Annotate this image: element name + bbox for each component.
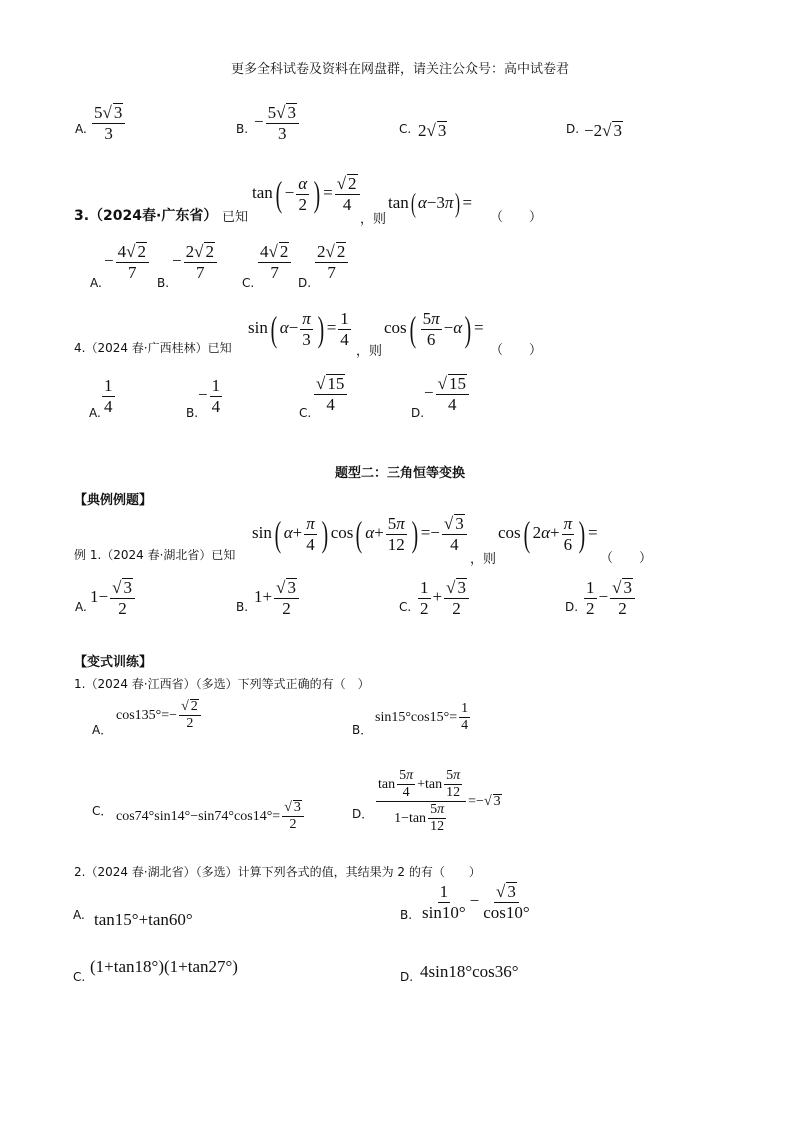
- section-title: 题型二：三角恒等变换: [334, 466, 465, 481]
- q4-option-label-b: B.: [186, 406, 199, 420]
- q3-option-label-d: D.: [298, 276, 312, 290]
- example-1-option-label-d: D.: [565, 600, 579, 614]
- example-heading: 【典例例题】: [74, 493, 153, 508]
- q4-target-expression: cos( $\frac{5\pi}{6}$ −α) =: [384, 308, 484, 349]
- option-label-d: D.: [566, 122, 580, 136]
- q3-option-label-a: A.: [90, 276, 102, 290]
- practice-2-option-label-c: C.: [73, 970, 86, 984]
- q4-answer-paren: （ ）: [490, 343, 543, 358]
- practice-1-option-label-b: B．: [352, 723, 373, 737]
- option-a-math: $\frac{5√ 3}{3}$: [90, 103, 127, 143]
- option-label-a: A.: [75, 122, 87, 136]
- page-header: 更多全科试卷及资料在网盘群，请关注公众号：高中试卷君: [230, 62, 569, 77]
- example-1-option-label-a: A.: [75, 600, 87, 614]
- example-1-option-a-math: 1− $\frac{√ 3}{2}$: [90, 578, 137, 618]
- q3-option-a-math: − $\frac{4√ 2}{7}$: [104, 242, 151, 282]
- q3-option-d-math: $\frac{2√ 2}{7}$: [313, 242, 350, 282]
- q3-known: 已知: [222, 210, 249, 225]
- q4-option-a-math: $\frac{1}{4}$: [104, 376, 113, 416]
- example-1-given-equation: sin( α+ $\frac{\pi}{4}$ ) cos( α+ $\frac{5\pi}{12}$ ) =− $\frac{√ 3}{4}$: [252, 514, 469, 554]
- practice-2-option-d-math: 4sin18°cos36°: [420, 962, 519, 981]
- practice-1-option-b-math: sin15°cos15°= $\frac{1}{4}$: [375, 701, 469, 734]
- q3-label: 3.（2024春·广东省）: [74, 208, 218, 224]
- option-d-math: −2√ 3: [584, 121, 622, 140]
- example-1-then: ，则: [470, 552, 497, 567]
- example-1-option-b-math: 1+ $\frac{√ 3}{2}$: [254, 578, 301, 618]
- q4-option-d-math: − $\frac{√ 15}{4}$: [424, 374, 471, 414]
- example-1-label: 例 1.（2024 春·湖北省）已知: [74, 548, 236, 562]
- q3-option-b-math: − $\frac{2√ 2}{7}$: [172, 242, 219, 282]
- q4-option-label-c: C.: [299, 406, 312, 420]
- q4-option-label-d: D.: [411, 406, 425, 420]
- q3-target-expression: tan( α−3π) =: [388, 188, 473, 218]
- practice-2-option-c-math: (1+tan18°)(1+tan27°): [90, 957, 238, 976]
- practice-2-option-b-math: $\frac{1}{\sin 10^\circ}$ − $\frac{√ 3}{\cos 10^\circ}$: [422, 882, 530, 922]
- practice-1-option-a-math: cos135°=− $\frac{√ 2}{2}$: [116, 699, 203, 732]
- example-1-target-expression: cos( 2α+ $\frac{\pi}{6}$ ) =: [498, 513, 598, 554]
- practice-2-option-label-d: D.: [400, 970, 414, 984]
- q4-then: ，则: [356, 344, 383, 359]
- option-label-b: B.: [236, 122, 249, 136]
- practice-heading: 【变式训练】: [74, 655, 153, 670]
- q4-given-equation: sin( α− $\frac{\pi}{3}$ ) = $\frac{1}{4}$: [248, 308, 349, 349]
- q3-given-equation: tan( − $\frac{\alpha}{2}$ ) = $\frac{√ 2}{4}$: [252, 174, 362, 214]
- q4-option-b-math: − $\frac{1}{4}$: [198, 376, 221, 416]
- option-label-c: C.: [399, 122, 412, 136]
- q4-option-c-math: $\frac{√ 15}{4}$: [312, 374, 349, 414]
- example-1-option-label-c: C.: [399, 600, 412, 614]
- practice-2-stem: 2.（2024 春·湖北省）（多选）计算下列各式的值，其结果为 2 的有（ ）: [74, 865, 481, 879]
- q3-option-label-b: B.: [157, 276, 170, 290]
- practice-1-option-d-math: tan $\frac{5\pi}{4}$ +tan $\frac{5\pi}{12}$ 1−tan $\frac{5\pi}{12}$ =−√ 3: [378, 768, 501, 835]
- practice-2-option-a-math: tan15°+tan60°: [94, 910, 193, 929]
- example-1-answer-paren: （ ）: [600, 551, 653, 566]
- practice-2-option-label-a: A.: [73, 908, 85, 922]
- q3-option-c-math: $\frac{4√ 2}{7}$: [256, 242, 293, 282]
- practice-1-stem: 1.（2024 春·江西省）（多选）下列等式正确的有（ ）: [74, 677, 370, 691]
- example-1-option-c-math: $\frac{1}{2}$ + $\frac{√ 3}{2}$: [416, 578, 471, 618]
- q3-then: ，则: [360, 212, 387, 227]
- practice-1-option-c-math: cos74°sin14°−sin74°cos14°= $\frac{√ 3}{2}$: [116, 800, 306, 833]
- q3-answer-paren: （ ）: [490, 210, 543, 225]
- example-1-option-label-b: B.: [236, 600, 249, 614]
- example-1-option-d-math: $\frac{1}{2}$ − $\frac{√ 3}{2}$: [582, 578, 637, 618]
- option-c-math: 2√ 3: [418, 121, 447, 140]
- practice-1-option-label-c: C．: [92, 804, 113, 818]
- q4-option-label-a: A.: [89, 406, 101, 420]
- practice-1-option-label-d: D．: [352, 807, 374, 821]
- q3-option-label-c: C.: [242, 276, 255, 290]
- practice-2-option-label-b: B.: [400, 908, 413, 922]
- q4-label: 4.（2024 春·广西桂林）已知: [74, 341, 232, 355]
- option-b-math: − $\frac{5√ 3}{3}$: [254, 103, 301, 143]
- practice-1-option-label-a: A．: [92, 723, 113, 737]
